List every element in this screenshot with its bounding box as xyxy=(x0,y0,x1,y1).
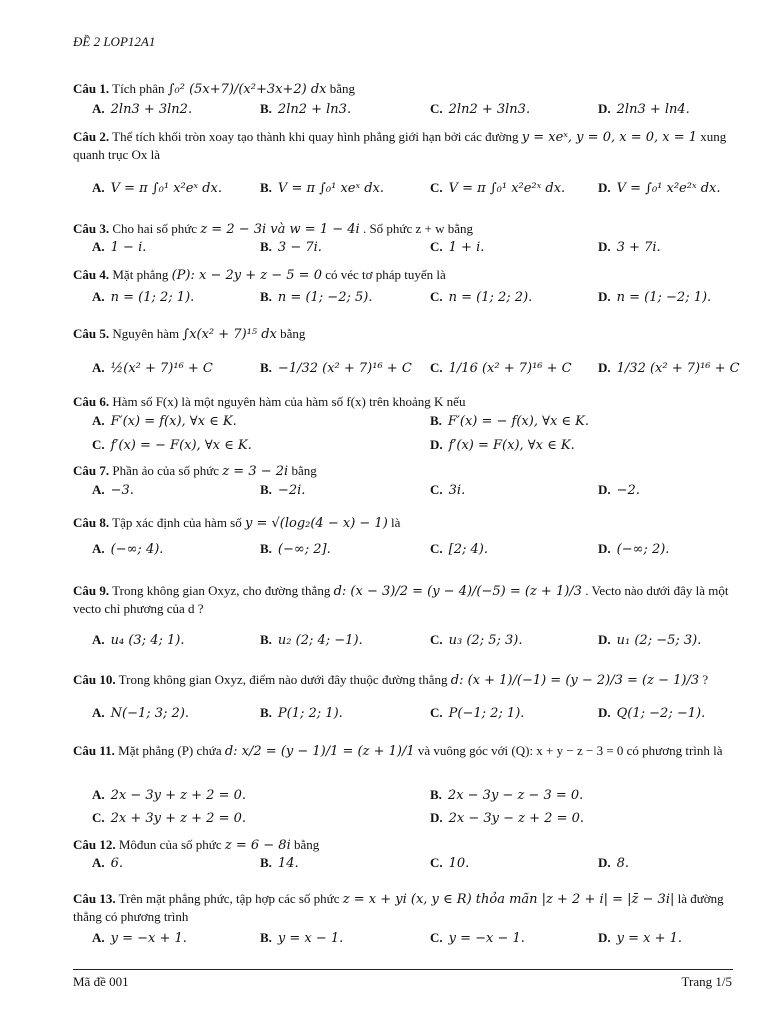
option-b[interactable] xyxy=(260,101,351,117)
question-label: Câu 2. xyxy=(73,129,110,144)
option-value: 1/32 (x² + 7)¹⁶ + C xyxy=(616,361,740,376)
option-b[interactable] xyxy=(260,239,322,255)
option-letter: B. xyxy=(260,101,272,116)
option-letter: C. xyxy=(430,360,443,375)
options-row xyxy=(0,360,768,380)
option-value: 8. xyxy=(616,856,630,871)
option-letter: D. xyxy=(598,541,611,556)
option-b[interactable] xyxy=(260,360,412,376)
exam-header-title: ĐỀ 2 LOP12A1 xyxy=(73,34,156,49)
option-value: f′(x) = F(x), ∀x ∈ K. xyxy=(448,438,575,453)
option-value: n = (1; −2; 1). xyxy=(616,290,712,305)
option-a[interactable] xyxy=(92,632,184,648)
option-value: 2x − 3y − z + 2 = 0. xyxy=(448,811,585,826)
option-letter: A. xyxy=(92,289,105,304)
question-text: Trong không gian Oxyz, điểm nào dưới đây thuộc đường thẳng xyxy=(118,672,448,687)
option-a[interactable] xyxy=(92,101,192,117)
option-letter: C. xyxy=(430,289,443,304)
option-letter: D. xyxy=(598,855,611,870)
question-label: Câu 6. xyxy=(73,394,110,409)
option-c[interactable] xyxy=(430,482,465,498)
option-letter: B. xyxy=(260,705,272,720)
option-letter: C. xyxy=(430,482,443,497)
question-tail: là đường thẳng có phương trình xyxy=(73,891,724,924)
question-label: Câu 3. xyxy=(73,221,110,236)
option-value: 2ln2 + ln3. xyxy=(277,102,352,117)
option-letter: B. xyxy=(430,413,442,428)
option-value: −2i. xyxy=(277,483,306,498)
option-b[interactable] xyxy=(430,413,589,429)
question-text: Hàm số F(x) là một nguyên hàm của hàm số f(x) trên khoảng K nếu xyxy=(112,394,466,409)
option-value: V = π ∫₀¹ x²e²ˣ dx. xyxy=(448,181,566,196)
options-row xyxy=(0,413,768,433)
options-row xyxy=(0,787,768,807)
option-a[interactable] xyxy=(92,855,123,871)
option-value: F′(x) = f(x), ∀x ∈ K. xyxy=(110,414,237,429)
option-value: 2ln3 + 3ln2. xyxy=(110,102,193,117)
option-value: 3 − 7i. xyxy=(277,240,322,255)
option-value: u₂ (2; 4; −1). xyxy=(277,633,363,648)
option-value: −2. xyxy=(616,483,640,498)
question-12 xyxy=(73,836,733,854)
option-letter: C. xyxy=(92,810,105,825)
question-6 xyxy=(73,393,733,410)
option-letter: C. xyxy=(430,930,443,945)
option-value: 6. xyxy=(110,856,124,871)
option-letter: A. xyxy=(92,239,105,254)
option-letter: D. xyxy=(598,632,611,647)
option-letter: C. xyxy=(430,541,443,556)
question-label: Câu 12. xyxy=(73,837,116,852)
option-letter: B. xyxy=(260,855,272,870)
option-b[interactable] xyxy=(260,541,331,557)
question-tail: . Vecto nào dưới đây là một vecto chỉ phương của d ? xyxy=(73,583,729,616)
option-letter: A. xyxy=(92,855,105,870)
question-tail: là xyxy=(391,515,401,530)
options-row xyxy=(0,482,768,502)
option-value: (−∞; 2]. xyxy=(277,542,331,557)
option-a[interactable] xyxy=(92,787,246,803)
option-a[interactable] xyxy=(92,413,237,429)
option-value: 2x − 3y − z − 3 = 0. xyxy=(447,788,584,803)
option-value: 3i. xyxy=(448,483,466,498)
question-3 xyxy=(73,220,733,238)
option-d[interactable] xyxy=(598,101,690,117)
footer-divider xyxy=(73,969,733,970)
option-value: F′(x) = − f(x), ∀x ∈ K. xyxy=(447,414,590,429)
question-label: Câu 10. xyxy=(73,672,116,687)
question-label: Câu 13. xyxy=(73,891,116,906)
option-letter: A. xyxy=(92,541,105,556)
option-c[interactable] xyxy=(92,810,246,826)
option-value: Q(1; −2; −1). xyxy=(616,706,706,721)
option-value: 2ln2 + 3ln3. xyxy=(448,102,531,117)
option-d[interactable] xyxy=(598,180,721,196)
question-text: Tập xác định của hàm số xyxy=(112,515,242,530)
option-c[interactable] xyxy=(430,855,469,871)
option-b[interactable] xyxy=(260,930,343,946)
question-text: Mặt phẳng (P) chứa xyxy=(118,743,222,758)
options-row xyxy=(0,810,768,830)
question-math: ∫₀² (5x+7)/(x²+3x+2) dx xyxy=(167,82,327,97)
option-b[interactable] xyxy=(260,289,372,305)
option-value: P(1; 2; 1). xyxy=(277,706,343,721)
option-d[interactable] xyxy=(598,855,629,871)
option-value: 2x + 3y + z + 2 = 0. xyxy=(110,811,247,826)
page-number: Trang 1/5 xyxy=(681,974,732,989)
option-d[interactable] xyxy=(598,482,640,498)
question-tail: . Số phức z + w bằng xyxy=(362,221,473,236)
question-math: d: (x − 3)/2 = (y − 4)/(−5) = (z + 1)/3 xyxy=(333,584,582,599)
options-row xyxy=(0,855,768,875)
option-d[interactable] xyxy=(430,437,575,453)
options-row xyxy=(0,705,768,725)
question-text: Mặt phẳng xyxy=(112,267,169,282)
option-value: 14. xyxy=(277,856,299,871)
question-label: Câu 7. xyxy=(73,463,110,478)
option-value: [2; 4). xyxy=(448,542,488,557)
question-4 xyxy=(73,266,733,284)
option-value: y = x + 1. xyxy=(616,931,683,946)
option-a[interactable] xyxy=(92,705,189,721)
question-text: Môđun của số phức xyxy=(118,837,222,852)
option-value: 1 − i. xyxy=(110,240,147,255)
option-letter: B. xyxy=(260,930,272,945)
option-letter: D. xyxy=(598,482,611,497)
question-label: Câu 5. xyxy=(73,326,110,341)
question-text: Nguyên hàm xyxy=(112,326,180,341)
option-d[interactable] xyxy=(598,541,669,557)
question-5 xyxy=(73,325,733,343)
question-label: Câu 11. xyxy=(73,743,115,758)
option-letter: A. xyxy=(92,632,105,647)
option-c[interactable] xyxy=(430,705,524,721)
option-d[interactable] xyxy=(598,632,701,648)
option-b[interactable] xyxy=(260,705,343,721)
option-letter: B. xyxy=(260,541,272,556)
question-math: z = x + yi (x, y ∈ R) thỏa mãn |z + 2 + i| = |z̄ − 3i| xyxy=(342,892,675,907)
question-11 xyxy=(73,742,733,760)
option-value: −3. xyxy=(110,483,134,498)
option-letter: D. xyxy=(430,810,443,825)
option-c[interactable] xyxy=(430,239,484,255)
option-letter: A. xyxy=(92,787,105,802)
question-math: ∫x(x² + 7)¹⁵ dx xyxy=(182,327,277,342)
option-c[interactable] xyxy=(430,360,572,376)
option-value: V = ∫₀¹ x²e²ˣ dx. xyxy=(616,181,721,196)
option-d[interactable] xyxy=(598,289,711,305)
option-value: u₃ (2; 5; 3). xyxy=(448,633,523,648)
option-letter: C. xyxy=(430,101,443,116)
question-math: d: x/2 = (y − 1)/1 = (z + 1)/1 xyxy=(224,744,415,759)
option-letter: A. xyxy=(92,930,105,945)
option-b[interactable] xyxy=(430,787,583,803)
options-row xyxy=(0,632,768,652)
option-c[interactable] xyxy=(430,180,565,196)
option-value: 3 + 7i. xyxy=(616,240,661,255)
option-letter: A. xyxy=(92,413,105,428)
option-value: N(−1; 3; 2). xyxy=(110,706,190,721)
option-value: 1 + i. xyxy=(448,240,485,255)
question-math: y = √(log₂(4 − x) − 1) xyxy=(244,516,388,531)
option-c[interactable] xyxy=(430,101,530,117)
question-text: Thể tích khối tròn xoay tạo thành khi quay hình phẳng giới hạn bởi các đường xyxy=(112,129,519,144)
question-13 xyxy=(73,890,733,925)
question-tail: và vuông góc với (Q): x + y − z − 3 = 0 có phương trình là xyxy=(417,743,723,758)
option-letter: D. xyxy=(598,930,611,945)
question-label: Câu 9. xyxy=(73,583,110,598)
option-value: 2ln3 + ln4. xyxy=(616,102,690,117)
option-letter: D. xyxy=(598,101,611,116)
options-row xyxy=(0,239,768,259)
option-a[interactable] xyxy=(92,239,146,255)
option-d[interactable] xyxy=(430,810,584,826)
option-value: V = π ∫₀¹ x²eˣ dx. xyxy=(110,181,222,196)
exam-code: Mã đề 001 xyxy=(73,974,129,989)
options-row xyxy=(0,101,768,121)
option-a[interactable] xyxy=(92,289,194,305)
option-letter: D. xyxy=(598,289,611,304)
option-letter: D. xyxy=(430,437,443,452)
option-letter: D. xyxy=(598,180,611,195)
options-row xyxy=(0,437,768,457)
option-letter: A. xyxy=(92,101,105,116)
option-value: n = (1; 2; 1). xyxy=(110,290,195,305)
option-c[interactable] xyxy=(92,437,252,453)
question-tail: bằng xyxy=(291,463,317,478)
options-row xyxy=(0,289,768,309)
options-row xyxy=(0,180,768,200)
question-text: Cho hai số phức xyxy=(112,221,198,236)
question-text: Phần ảo của số phức xyxy=(112,463,220,478)
question-tail: bằng xyxy=(293,837,320,852)
question-10 xyxy=(73,671,733,689)
question-text: Trong không gian Oxyz, cho đường thẳng xyxy=(112,583,331,598)
option-d[interactable] xyxy=(598,705,705,721)
option-letter: C. xyxy=(430,239,443,254)
option-letter: D. xyxy=(598,360,611,375)
option-letter: A. xyxy=(92,482,105,497)
question-math: (P): x − 2y + z − 5 = 0 xyxy=(171,268,322,283)
question-math: d: (x + 1)/(−1) = (y − 2)/3 = (z − 1)/3 xyxy=(450,673,700,688)
question-label: Câu 8. xyxy=(73,515,110,530)
option-letter: B. xyxy=(260,632,272,647)
option-a[interactable] xyxy=(92,930,187,946)
question-text: Trên mặt phẳng phức, tập hợp các số phức xyxy=(118,891,340,906)
option-letter: B. xyxy=(260,360,272,375)
option-value: n = (1; 2; 2). xyxy=(448,290,533,305)
question-9 xyxy=(73,582,733,617)
option-c[interactable] xyxy=(430,632,522,648)
question-tail: bằng xyxy=(280,326,306,341)
option-value: y = −x − 1. xyxy=(448,931,525,946)
question-tail: có véc tơ pháp tuyến là xyxy=(325,267,446,282)
option-d[interactable] xyxy=(598,360,740,376)
option-value: 10. xyxy=(448,856,470,871)
option-b[interactable] xyxy=(260,855,299,871)
option-a[interactable] xyxy=(92,541,163,557)
option-letter: D. xyxy=(598,705,611,720)
question-2 xyxy=(73,128,733,163)
question-7 xyxy=(73,462,733,480)
question-1 xyxy=(73,80,733,98)
option-c[interactable] xyxy=(430,930,525,946)
option-letter: B. xyxy=(430,787,442,802)
option-letter: B. xyxy=(260,289,272,304)
option-value: u₄ (3; 4; 1). xyxy=(110,633,185,648)
option-value: ½(x² + 7)¹⁶ + C xyxy=(110,361,213,376)
option-letter: B. xyxy=(260,180,272,195)
question-tail: bằng xyxy=(329,81,356,96)
option-value: −1/32 (x² + 7)¹⁶ + C xyxy=(277,361,412,376)
option-value: u₁ (2; −5; 3). xyxy=(616,633,702,648)
option-a[interactable] xyxy=(92,360,213,376)
option-d[interactable] xyxy=(598,930,682,946)
options-row xyxy=(0,930,768,950)
question-label: Câu 4. xyxy=(73,267,110,282)
option-value: f′(x) = − F(x), ∀x ∈ K. xyxy=(110,438,252,453)
question-tail: ? xyxy=(702,672,709,687)
option-letter: A. xyxy=(92,180,105,195)
option-c[interactable] xyxy=(430,541,488,557)
option-value: n = (1; −2; 5). xyxy=(277,290,373,305)
option-c[interactable] xyxy=(430,289,532,305)
question-math: z = 6 − 8i xyxy=(224,838,291,853)
options-row xyxy=(0,541,768,561)
option-letter: C. xyxy=(92,437,105,452)
option-letter: C. xyxy=(430,855,443,870)
option-b[interactable] xyxy=(260,632,363,648)
option-letter: C. xyxy=(430,632,443,647)
option-b[interactable] xyxy=(260,482,305,498)
option-value: (−∞; 4). xyxy=(110,542,164,557)
option-d[interactable] xyxy=(598,239,661,255)
question-text: Tích phân xyxy=(112,81,165,96)
question-math: y = xeˣ, y = 0, x = 0, x = 1 xyxy=(521,130,698,145)
option-a[interactable] xyxy=(92,482,134,498)
option-letter: A. xyxy=(92,705,105,720)
option-letter: C. xyxy=(430,705,443,720)
option-letter: C. xyxy=(430,180,443,195)
option-value: P(−1; 2; 1). xyxy=(448,706,525,721)
option-value: 1/16 (x² + 7)¹⁶ + C xyxy=(448,361,572,376)
question-tail: xung quanh trục Ox là xyxy=(73,129,727,162)
option-value: V = π ∫₀¹ xeˣ dx. xyxy=(277,181,385,196)
option-letter: A. xyxy=(92,360,105,375)
option-letter: B. xyxy=(260,482,272,497)
option-value: (−∞; 2). xyxy=(616,542,670,557)
option-value: y = −x + 1. xyxy=(110,931,187,946)
option-value: y = x − 1. xyxy=(277,931,344,946)
option-value: 2x − 3y + z + 2 = 0. xyxy=(110,788,247,803)
option-letter: B. xyxy=(260,239,272,254)
question-label: Câu 1. xyxy=(73,81,110,96)
option-a[interactable] xyxy=(92,180,222,196)
option-b[interactable] xyxy=(260,180,384,196)
question-math: z = 2 − 3i và w = 1 − 4i xyxy=(200,222,360,237)
question-8 xyxy=(73,514,733,532)
option-letter: D. xyxy=(598,239,611,254)
question-math: z = 3 − 2i xyxy=(222,464,289,479)
